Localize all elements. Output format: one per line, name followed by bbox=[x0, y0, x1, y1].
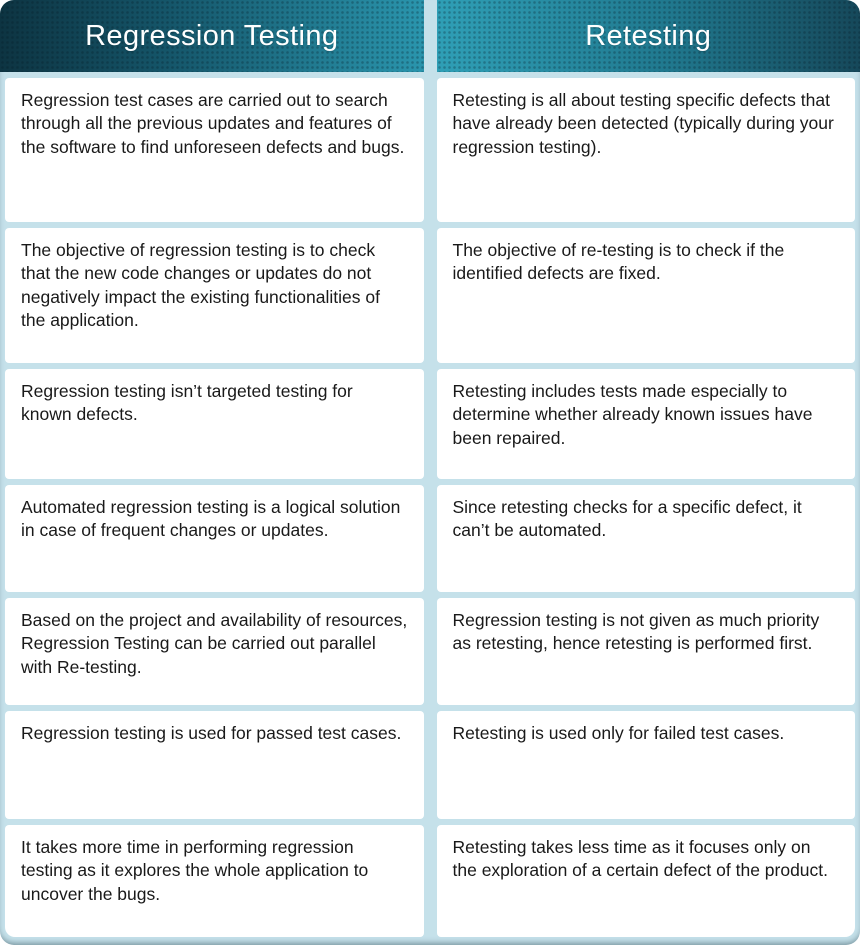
header-regression-testing: Regression Testing bbox=[0, 0, 424, 72]
regression-cell: The objective of regression testing is to check that the new code changes or updates do not negatively impact the existing functionalities of the application. bbox=[5, 228, 424, 363]
retesting-cell: Retesting is used only for failed test cases. bbox=[437, 711, 856, 819]
retesting-cell: Since retesting checks for a specific defect, it can’t be automated. bbox=[437, 485, 856, 592]
regression-cell: Regression test cases are carried out to search through all the previous updates and features of the software to find unforeseen defects and bugs. bbox=[5, 78, 424, 222]
retesting-cell: Retesting includes tests made especially to determine whether already known issues have been repaired. bbox=[437, 369, 856, 479]
retesting-cell: The objective of re-testing is to check if the identified defects are fixed. bbox=[437, 228, 856, 363]
header-retesting: Retesting bbox=[437, 0, 860, 72]
retesting-cell: Retesting takes less time as it focuses only on the exploration of a certain defect of the product. bbox=[437, 825, 856, 937]
retesting-cell: Retesting is all about testing specific defects that have already been detected (typically during your regression testing). bbox=[437, 78, 856, 222]
regression-cell: Regression testing is used for passed test cases. bbox=[5, 711, 424, 819]
regression-cell: It takes more time in performing regression testing as it explores the whole application to uncover the bugs. bbox=[5, 825, 424, 937]
regression-cell: Automated regression testing is a logical solution in case of frequent changes or updates. bbox=[5, 485, 424, 592]
retesting-cell: Regression testing is not given as much priority as retesting, hence retesting is performed first. bbox=[437, 598, 856, 705]
regression-cell: Regression testing isn’t targeted testing for known defects. bbox=[5, 369, 424, 479]
regression-cell: Based on the project and availability of resources, Regression Testing can be carried out parallel with Re-testing. bbox=[5, 598, 424, 705]
